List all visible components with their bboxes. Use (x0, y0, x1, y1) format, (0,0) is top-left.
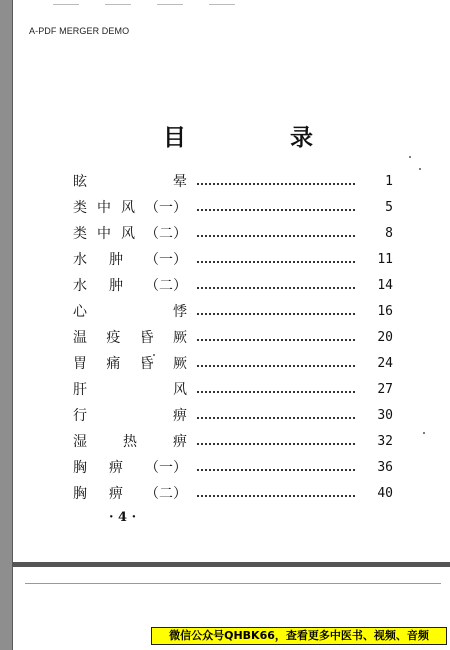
toc-entry-page: 8 (385, 225, 393, 241)
toc-entry-page: 1 (385, 173, 393, 189)
toc-entry-page: 24 (377, 355, 393, 371)
toc-entry-char: 肝 (73, 382, 87, 398)
toc-entry-char: 昏 (139, 330, 154, 346)
toc-entry-title (73, 457, 193, 477)
toc-entry-page: 30 (377, 407, 393, 423)
toc-entry-title (73, 301, 193, 321)
toc-entry-title (73, 171, 193, 191)
toc-entry-page: 40 (377, 485, 393, 501)
toc-entry-char: 温 (73, 330, 87, 346)
toc-entry[interactable] (73, 428, 393, 454)
toc-entry-char: 胸 (73, 486, 87, 502)
toc-leader-dots (197, 261, 355, 263)
toc-entry-char: 风 (121, 226, 135, 242)
toc-entry-char: 风 (173, 382, 187, 398)
toc-entry-char: 中 (97, 226, 111, 242)
toc-entry[interactable] (73, 298, 393, 324)
toc-leader-dots (197, 391, 355, 393)
toc-leader-dots (197, 313, 355, 315)
toc-entry[interactable] (73, 480, 393, 506)
toc-entry-char: 肿 (109, 278, 123, 294)
toc-entry-page: 14 (377, 277, 393, 293)
scan-speck (153, 354, 155, 356)
toc-entry-page: 32 (377, 433, 393, 449)
toc-entry-char: 水 (73, 252, 87, 268)
watermark-text: A-PDF MERGER DEMO (29, 26, 130, 36)
toc-leader-dots (197, 339, 355, 341)
toc-entry-title (73, 379, 193, 399)
toc-entry-title (73, 275, 193, 295)
scan-speck (419, 168, 421, 170)
toc-leader-dots (197, 443, 355, 445)
toc-leader-dots (197, 287, 355, 289)
page-divider (25, 583, 441, 584)
toc-entry[interactable] (73, 454, 393, 480)
toc-entry-char: 胃 (73, 356, 87, 372)
toc-entry-char: 悸 (173, 304, 187, 320)
toc-leader-dots (197, 495, 355, 497)
toc-entry-title (73, 353, 193, 373)
toc-leader-dots (197, 417, 355, 419)
toc-leader-dots (197, 469, 355, 471)
toc-entry-title (73, 327, 193, 347)
toc-title (163, 118, 313, 152)
toc-entry-suffix: （二） (145, 486, 187, 502)
toc-entry-char: 类 (73, 200, 87, 216)
toc-entry-page: 27 (377, 381, 393, 397)
toc-entry-char: 厥 (172, 330, 187, 346)
toc-entry-char: 眩 (73, 174, 87, 190)
toc-entry-char: 水 (73, 278, 87, 294)
toc-entry-title (73, 483, 193, 503)
toc-leader-dots (197, 235, 355, 237)
toc-entry-char: 痛 (106, 356, 121, 372)
toc-entry[interactable] (73, 246, 393, 272)
page-number: · 4 · (109, 510, 137, 525)
toc-entry-title (73, 249, 193, 269)
document-page (12, 0, 450, 562)
toc-entry[interactable] (73, 350, 393, 376)
toc-entry-char: 痹 (173, 408, 187, 424)
toc-leader-dots (197, 183, 355, 185)
toc-entry[interactable] (73, 168, 393, 194)
toc-entry-title (73, 431, 193, 451)
toc-entry[interactable] (73, 194, 393, 220)
toc-entry-title (73, 405, 193, 425)
promo-banner[interactable]: 微信公众号QHBK66，查看更多中医书、视频、音频 (151, 627, 447, 645)
toc-entry-char: 痹 (109, 486, 123, 502)
toc-entry[interactable] (73, 324, 393, 350)
toc-entry-char: 昏 (139, 356, 154, 372)
toc-leader-dots (197, 209, 355, 211)
toc-entry-page: 16 (377, 303, 393, 319)
toc-entry-page: 36 (377, 459, 393, 475)
toc-entry-char: 肿 (109, 252, 123, 268)
toc-entry-suffix: （二） (145, 278, 187, 294)
toc-entry-char: 湿 (73, 434, 87, 450)
toc-entry[interactable] (73, 220, 393, 246)
toc-entry[interactable] (73, 272, 393, 298)
toc-entry-suffix: （二） (145, 226, 187, 242)
toc-entry[interactable] (73, 402, 393, 428)
toc-entry-char: 疫 (106, 330, 121, 346)
toc-entry-page: 20 (377, 329, 393, 345)
toc-entry-title (73, 197, 193, 217)
toc-entry-char: 痹 (109, 460, 123, 476)
toc-entry-suffix: （一） (145, 252, 187, 268)
toc-entry-page: 5 (385, 199, 393, 215)
toc-entry-char: 厥 (172, 356, 187, 372)
toc-entry[interactable] (73, 376, 393, 402)
toc-entry-char: 中 (97, 200, 111, 216)
toc-entry-char: 痹 (173, 434, 187, 450)
scan-speck (423, 432, 425, 434)
toc-list (73, 168, 393, 506)
toc-entry-title (73, 223, 193, 243)
toc-leader-dots (197, 365, 355, 367)
toc-entry-suffix: （一） (145, 200, 187, 216)
toc-title-char: 目 (163, 123, 186, 151)
toc-entry-char: 晕 (173, 174, 187, 190)
toc-entry-char: 胸 (73, 460, 87, 476)
toc-entry-char: 类 (73, 226, 87, 242)
toc-entry-suffix: （一） (145, 460, 187, 476)
scan-speck (409, 156, 411, 158)
toc-entry-char: 行 (73, 408, 87, 424)
toc-entry-page: 11 (377, 251, 393, 267)
toc-title-char: 录 (290, 123, 313, 151)
toc-entry-char: 风 (121, 200, 135, 216)
toc-entry-char: 心 (73, 304, 87, 320)
toc-entry-char: 热 (123, 434, 137, 450)
